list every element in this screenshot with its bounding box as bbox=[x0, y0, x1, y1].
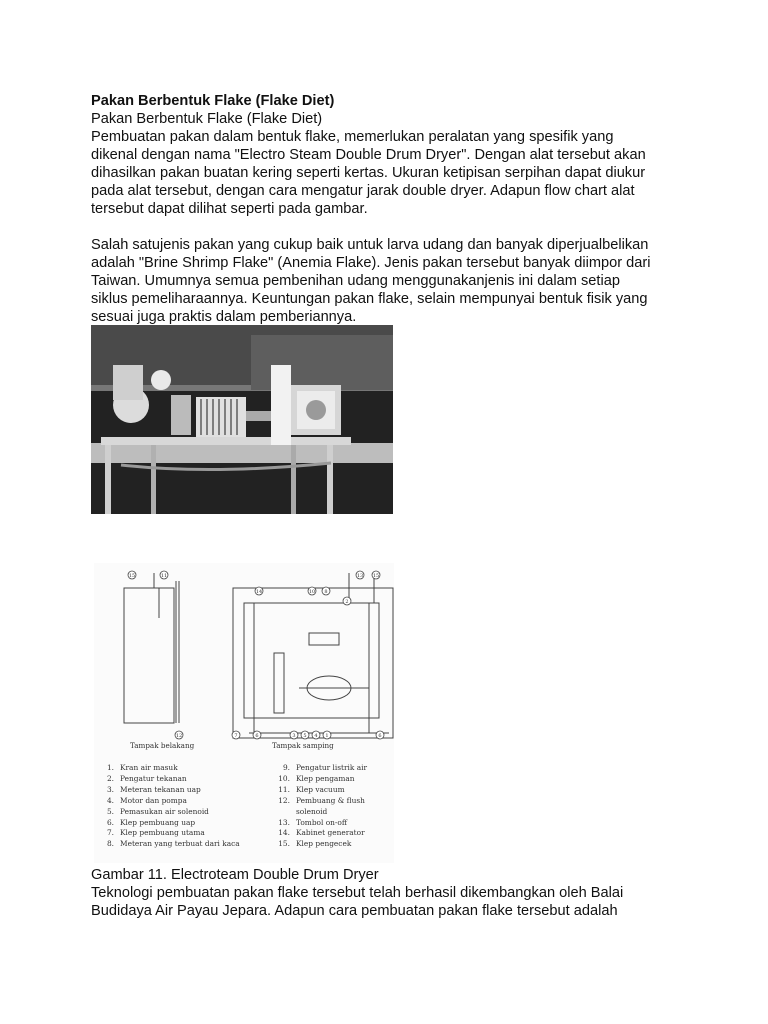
diagram-callout-number: 3 bbox=[292, 732, 296, 739]
legend-item: 7. Klep pembuang utama bbox=[106, 828, 205, 838]
drum-dryer-photo bbox=[91, 325, 393, 514]
diagram-callout-number: 15 bbox=[128, 572, 136, 579]
legend-item: 4. Motor dan pompa bbox=[106, 795, 187, 805]
diagram-callout-number: 14 bbox=[255, 588, 263, 595]
paragraph-line: Budidaya Air Payau Jepara. Adapun cara pembuatan pakan flake tersebut adalah bbox=[91, 903, 618, 919]
legend-item: 6. Klep pembuang uap bbox=[106, 817, 196, 827]
legend-item: 8. Meteran yang terbuat dari kaca bbox=[106, 839, 240, 849]
paragraph-brine-shrimp bbox=[91, 236, 711, 326]
paragraph-line: Pembuatan pakan dalam bentuk flake, memerlukan peralatan yang spesifik yang bbox=[91, 129, 614, 145]
figure-caption: Gambar 11. Electroteam Double Drum Dryer bbox=[91, 867, 379, 883]
diagram-callout-number: 2 bbox=[345, 598, 349, 605]
diagram-callout-number: 1 bbox=[325, 732, 329, 739]
legend-item: 13. Tombol on-off bbox=[278, 817, 348, 827]
paragraph-line: adalah "Brine Shrimp Flake" (Anemia Flake). Jenis pakan tersebut banyak diimpor dari bbox=[91, 255, 651, 271]
paragraph-line: pada alat tersebut, dengan cara mengatur jarak double dryer. Adapun flow chart alat bbox=[91, 183, 635, 199]
legend-item: 14. Kabinet generator bbox=[278, 828, 365, 838]
paragraph-line: siklus pemeliharaannya. Keuntungan pakan flake, selain mempunyai bentuk fisik yang bbox=[91, 291, 648, 307]
rear-view-label: Tampak belakang bbox=[130, 741, 195, 750]
paragraph-line: Taiwan. Umumnya semua pembenihan udang menggunakanjenis ini dalam setiap bbox=[91, 273, 620, 289]
paragraph-line: sesuai juga praktis dalam pemberiannya. bbox=[91, 309, 357, 325]
diagram-callout-number: 5 bbox=[303, 732, 307, 739]
diagram-callout-number: 6 bbox=[255, 732, 259, 739]
legend-item: 11. Klep vacuum bbox=[278, 784, 345, 794]
legend-item: solenoid bbox=[296, 806, 328, 816]
legend-item: 5. Pemasukan air solenoid bbox=[106, 806, 209, 816]
legend-item: 1. Kran air masuk bbox=[106, 763, 178, 772]
legend-item: 12. Pembuang & flush bbox=[278, 795, 365, 805]
legend-item: 2. Pengatur tekanan bbox=[106, 773, 187, 783]
paragraph-line: Teknologi pembuatan pakan flake tersebut telah berhasil dikembangkan oleh Balai bbox=[91, 885, 624, 901]
diagram-callout-number: 6 bbox=[378, 732, 382, 739]
diagram-callout-number: 7 bbox=[234, 732, 238, 739]
paragraph-line: Pakan Berbentuk Flake (Flake Diet) bbox=[91, 111, 323, 127]
diagram-callout-number: 10 bbox=[308, 588, 316, 595]
paragraph-line: dikenal dengan nama "Electro Steam Double Drum Dryer". Dengan alat tersebut akan bbox=[91, 147, 646, 163]
drum-dryer-diagram bbox=[94, 563, 394, 863]
legend-item: 10. Klep pengaman bbox=[278, 773, 355, 783]
paragraph-intro bbox=[91, 110, 711, 218]
diagram-callout-number: 4 bbox=[314, 732, 318, 739]
legend-right bbox=[278, 763, 394, 850]
document-heading: Pakan Berbentuk Flake (Flake Diet) bbox=[91, 93, 335, 109]
side-view-label: Tampak samping bbox=[272, 741, 334, 750]
figure-caption-and-text bbox=[91, 866, 711, 920]
diagram-callout-number: 11 bbox=[160, 572, 168, 579]
legend-left bbox=[102, 763, 252, 850]
paragraph-line: tersebut dapat dilihat seperti pada gambar. bbox=[91, 201, 368, 217]
diagram-callout-number: 8 bbox=[324, 588, 328, 595]
diagram-callout-number: 13 bbox=[356, 572, 364, 579]
diagram-callout-number: 12 bbox=[175, 732, 183, 739]
legend-item: 3. Meteran tekanan uap bbox=[106, 784, 201, 794]
diagram-callout-number: 15 bbox=[372, 572, 380, 579]
legend-item: 15. Klep pengecek bbox=[278, 839, 352, 849]
paragraph-line: dihasilkan pakan buatan kering seperti kertas. Ukuran ketipisan serpihan dapat diukur bbox=[91, 165, 646, 181]
paragraph-line: Salah satujenis pakan yang cukup baik untuk larva udang dan banyak diperjualbelikan bbox=[91, 237, 649, 253]
legend-item: 9. Pengatur listrik air bbox=[282, 763, 368, 772]
